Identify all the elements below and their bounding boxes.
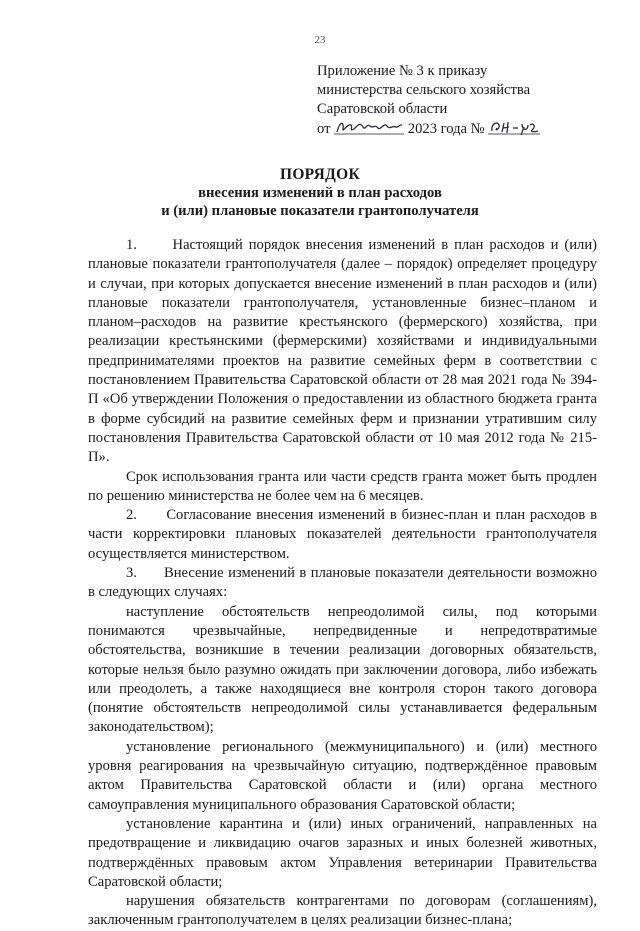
paragraph: нарушения обязательств контрагентами по договорам (соглашениям), заключенным грантополучателем в целях реализации бизнес-плана; [88,893,597,929]
paragraph: 1. Настоящий порядок внесения изменений в план расходов и (или) плановые показатели грантополучателя (далее – порядок) определяет процедуру и случаи, при которых допускается внесение изменений в план расходов и (или) плановые показатели грантополучателя, установленные бизнес–планом и планом–расходов на развитие крестьянского (фермерского) хозяйства, при реализации крестьянскими (фермерскими) хозяйствами и индивидуальными предпринимателями проектов на развитие семейных ферм в соответствии с постановлением Правительства Саратовской области от 28 мая 2021 года № 394-П «Об утверждении Положения о предоставлении из областного бюджета гранта в форме субсидий на развитие семейных ферм и признании утратившим силу постановления Правительства Саратовской области от 10 мая 2012 года № 215-П». [88,237,597,466]
appendix-line: министерства сельского хозяйства [317,82,531,98]
paragraph: 3. Внесение изменений в плановые показатели деятельности возможно в следующих случаях: [88,565,597,601]
paragraph: наступление обстоятельств непреодолимой силы, под которыми понимаются чрезвычайные, непредвиденные и непредотвратимые обстоятельства, возникшие в течении реализации договорных обязательств, которые нельзя было разумно ожидать при заключении договора, либо избежать или преодолеть, а также находящиеся вне контроля сторон такого договора (понятие обстоятельств непреодолимой силы устанавливается федеральным законодательством); [88,603,597,736]
page-number: 23 [314,34,326,46]
paragraph: установление карантина и (или) иных ограничений, направленных на предотвращение и ликвидацию очагов заразных и иных болезней животных, подтверждённых правовым актом Управления ветеринарии Правительства Саратовской области; [88,815,597,890]
handwritten-date-signature [334,119,404,136]
paragraph: 2. Согласование внесения изменений в бизнес-план и план расходов в части корректировки плановых показателей деятельности грантополучателя осуществляется министерством. [88,507,597,562]
document-title: ПОРЯДОК [279,166,361,183]
paragraph: Срок использования гранта или части средств гранта может быть продлен по решению министерства не более чем на 6 месяцев. [88,468,597,504]
handwritten-order-number [488,119,540,136]
document-subtitle: внесения изменений в план расходов [198,185,442,201]
appendix-line: Приложение № 3 к приказу [317,63,488,79]
paragraph: установление регионального (межмуниципального) и (или) местного уровня реагирования на чрезвычайную ситуацию, подтверждённое правовым актом Правительства Саратовской области и (или) органа местного самоуправления муниципального образования Саратовской области; [88,738,597,813]
appendix-date-line [317,119,540,139]
appendix-block [317,62,540,139]
year-text: 2023 года № [407,121,485,137]
document-body [88,236,597,931]
appendix-line: Саратовской области [317,101,448,117]
document-subtitle: и (или) плановые показатели грантополучателя [161,203,479,219]
from-label: от [317,121,331,137]
